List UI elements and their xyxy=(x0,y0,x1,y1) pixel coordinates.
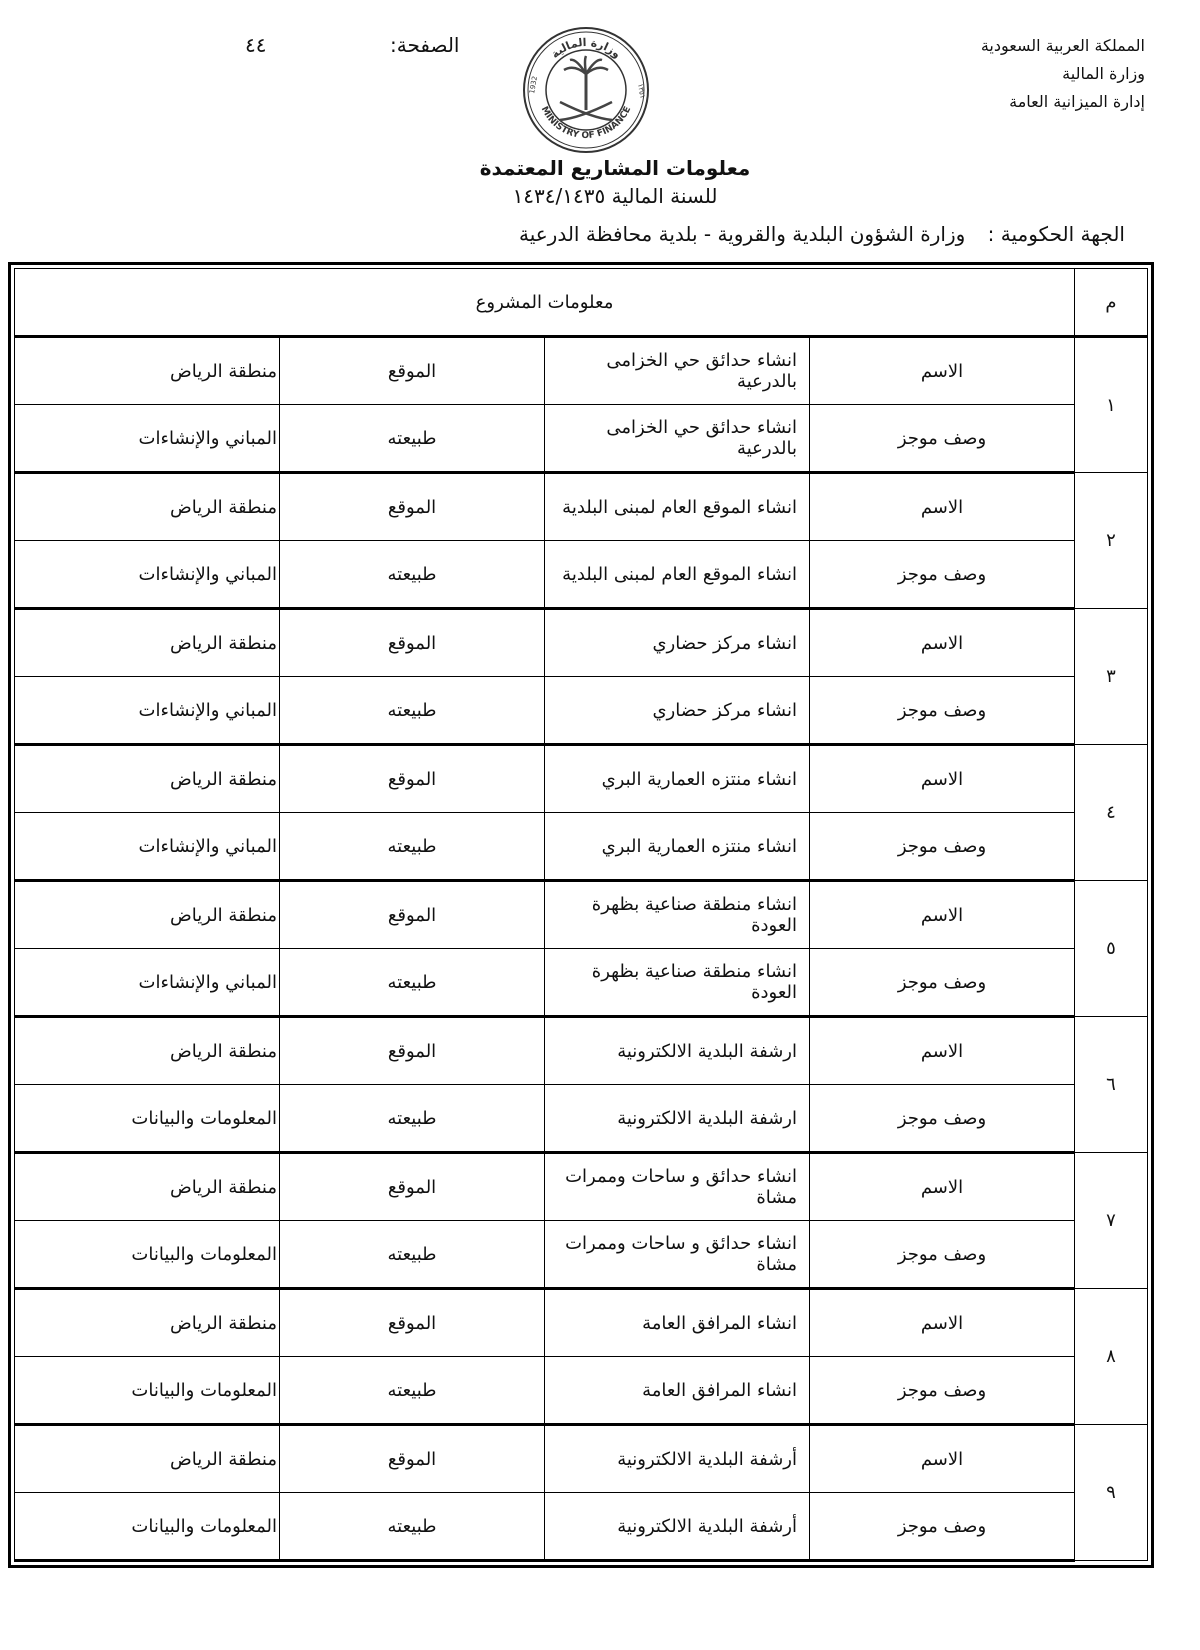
table-row xyxy=(15,1425,1148,1493)
desc-label: وصف موجز xyxy=(810,949,1075,1017)
project-name: انشاء مركز حضاري xyxy=(545,609,810,677)
project-location: منطقة الرياض xyxy=(15,1425,280,1493)
project-location: منطقة الرياض xyxy=(15,881,280,949)
table-row xyxy=(15,1289,1148,1357)
page-label: الصفحة: xyxy=(390,33,460,57)
projects-table xyxy=(14,268,1148,1562)
desc-label: وصف موجز xyxy=(810,405,1075,473)
table-row xyxy=(15,473,1148,541)
table-row xyxy=(15,1221,1148,1289)
project-nature: المعلومات والبيانات xyxy=(15,1357,280,1425)
table-header-row xyxy=(15,269,1148,337)
location-label: الموقع xyxy=(280,1153,545,1221)
project-name: انشاء منتزه العمارية البري xyxy=(545,745,810,813)
name-label: الاسم xyxy=(810,881,1075,949)
nature-label: طبيعته xyxy=(280,405,545,473)
project-name: أرشفة البلدية الالكترونية xyxy=(545,1425,810,1493)
project-nature: المباني والإنشاءات xyxy=(15,949,280,1017)
government-entity-label: الجهة الحكومية : xyxy=(987,222,1125,246)
project-nature: المعلومات والبيانات xyxy=(15,1085,280,1153)
project-nature: المعلومات والبيانات xyxy=(15,1493,280,1561)
row-number: ٦ xyxy=(1075,1017,1148,1153)
location-label: الموقع xyxy=(280,1425,545,1493)
government-entity-value: وزارة الشؤون البلدية والقروية - بلدية محافظة الدرعية xyxy=(518,222,966,246)
project-description: أرشفة البلدية الالكترونية xyxy=(545,1493,810,1561)
desc-label: وصف موجز xyxy=(810,677,1075,745)
government-entity xyxy=(519,222,1125,246)
fiscal-year: للسنة المالية ١٤٣٤/١٤٣٥ xyxy=(512,184,718,208)
nature-label: طبيعته xyxy=(280,677,545,745)
location-label: الموقع xyxy=(280,609,545,677)
svg-text:MINISTRY OF FINANCE xyxy=(539,105,633,141)
desc-label: وصف موجز xyxy=(810,1493,1075,1561)
location-label: الموقع xyxy=(280,1289,545,1357)
issuer-block xyxy=(981,32,1145,116)
nature-label: طبيعته xyxy=(280,949,545,1017)
location-label: الموقع xyxy=(280,881,545,949)
kingdom-name: المملكة العربية السعودية xyxy=(980,36,1145,55)
project-location: منطقة الرياض xyxy=(15,609,280,677)
project-name: ارشفة البلدية الالكترونية xyxy=(545,1017,810,1085)
row-number: ٤ xyxy=(1075,745,1148,881)
row-number: ٢ xyxy=(1075,473,1148,609)
location-label: الموقع xyxy=(280,1017,545,1085)
row-number: ١ xyxy=(1075,337,1148,473)
table-row xyxy=(15,881,1148,949)
project-description: انشاء الموقع العام لمبنى البلدية xyxy=(545,541,810,609)
location-label: الموقع xyxy=(280,745,545,813)
project-location: منطقة الرياض xyxy=(15,1289,280,1357)
nature-label: طبيعته xyxy=(280,541,545,609)
table-row xyxy=(15,337,1148,405)
department-name: إدارة الميزانية العامة xyxy=(1009,92,1145,111)
ministry-name: وزارة المالية xyxy=(1062,64,1145,83)
project-location: منطقة الرياض xyxy=(15,337,280,405)
project-nature: المباني والإنشاءات xyxy=(15,541,280,609)
seal-top-text: وزارة المالية xyxy=(548,35,624,61)
name-label: الاسم xyxy=(810,337,1075,405)
location-label: الموقع xyxy=(280,473,545,541)
project-description: انشاء المرافق العامة xyxy=(545,1357,810,1425)
desc-label: وصف موجز xyxy=(810,541,1075,609)
project-name: انشاء الموقع العام لمبنى البلدية xyxy=(545,473,810,541)
col-info-header: معلومات المشروع xyxy=(15,269,1075,337)
project-name: انشاء حدائق و ساحات وممرات مشاة xyxy=(545,1153,810,1221)
table-row xyxy=(15,541,1148,609)
project-nature: المباني والإنشاءات xyxy=(15,405,280,473)
nature-label: طبيعته xyxy=(280,1221,545,1289)
project-description: انشاء منتزه العمارية البري xyxy=(545,813,810,881)
project-nature: المباني والإنشاءات xyxy=(15,813,280,881)
project-description: انشاء مركز حضاري xyxy=(545,677,810,745)
desc-label: وصف موجز xyxy=(810,813,1075,881)
project-nature: المعلومات والبيانات xyxy=(15,1221,280,1289)
name-label: الاسم xyxy=(810,473,1075,541)
location-label: الموقع xyxy=(280,337,545,405)
col-num-header: م xyxy=(1075,269,1148,337)
table-row xyxy=(15,1153,1148,1221)
table-row xyxy=(15,949,1148,1017)
project-location: منطقة الرياض xyxy=(15,745,280,813)
table-row xyxy=(15,1017,1148,1085)
document-title: معلومات المشاريع المعتمدة xyxy=(479,156,751,180)
project-name: انشاء المرافق العامة xyxy=(545,1289,810,1357)
row-number: ٥ xyxy=(1075,881,1148,1017)
table-row xyxy=(15,745,1148,813)
ministry-of-finance-seal xyxy=(520,24,652,156)
seal-year-left: 1932 xyxy=(528,75,540,95)
row-number: ٣ xyxy=(1075,609,1148,745)
project-name: انشاء منطقة صناعية بظهرة العودة xyxy=(545,881,810,949)
row-number: ٧ xyxy=(1075,1153,1148,1289)
nature-label: طبيعته xyxy=(280,1085,545,1153)
seal-bottom-text: MINISTRY OF FINANCE xyxy=(538,105,634,142)
nature-label: طبيعته xyxy=(280,1493,545,1561)
name-label: الاسم xyxy=(810,1017,1075,1085)
table-row xyxy=(15,813,1148,881)
nature-label: طبيعته xyxy=(280,813,545,881)
desc-label: وصف موجز xyxy=(810,1357,1075,1425)
project-description: انشاء حدائق و ساحات وممرات مشاة xyxy=(545,1221,810,1289)
project-nature: المباني والإنشاءات xyxy=(15,677,280,745)
project-location: منطقة الرياض xyxy=(15,1153,280,1221)
project-location: منطقة الرياض xyxy=(15,1017,280,1085)
table-row xyxy=(15,1357,1148,1425)
table-row xyxy=(15,1493,1148,1561)
name-label: الاسم xyxy=(810,1289,1075,1357)
name-label: الاسم xyxy=(810,1425,1075,1493)
name-label: الاسم xyxy=(810,1153,1075,1221)
project-location: منطقة الرياض xyxy=(15,473,280,541)
table-row xyxy=(15,1085,1148,1153)
desc-label: وصف موجز xyxy=(810,1085,1075,1153)
page-number: ٤٤ xyxy=(245,33,267,57)
project-description: ارشفة البلدية الالكترونية xyxy=(545,1085,810,1153)
row-number: ٨ xyxy=(1075,1289,1148,1425)
table-row xyxy=(15,677,1148,745)
project-description: انشاء حدائق حي الخزامى بالدرعية xyxy=(545,405,810,473)
table-row xyxy=(15,609,1148,677)
table-row xyxy=(15,405,1148,473)
name-label: الاسم xyxy=(810,745,1075,813)
desc-label: وصف موجز xyxy=(810,1221,1075,1289)
nature-label: طبيعته xyxy=(280,1357,545,1425)
seal-year-right: ١٣٥١ xyxy=(636,82,647,100)
seal-icon xyxy=(520,24,652,156)
row-number: ٩ xyxy=(1075,1425,1148,1561)
name-label: الاسم xyxy=(810,609,1075,677)
project-name: انشاء حدائق حي الخزامى بالدرعية xyxy=(545,337,810,405)
project-description: انشاء منطقة صناعية بظهرة العودة xyxy=(545,949,810,1017)
